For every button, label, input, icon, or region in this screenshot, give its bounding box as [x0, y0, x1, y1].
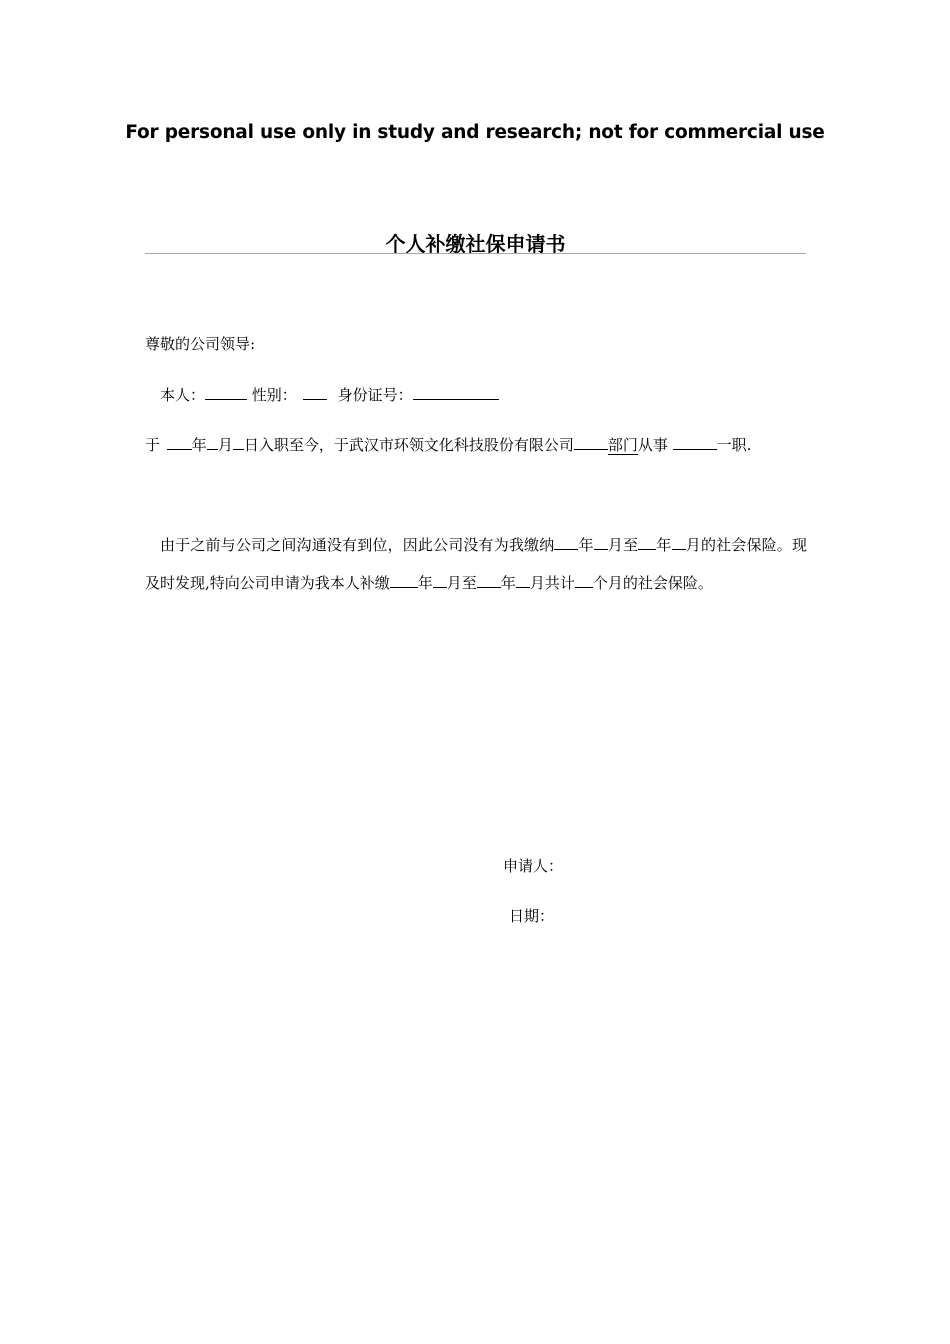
company-text: 日入职至今，于武汉市环领文化科技股份有限公司: [243, 436, 574, 454]
missed-start-month-blank: [594, 535, 608, 550]
document-title: 个人补缴社保申请书: [385, 232, 566, 256]
month-label: 月: [217, 436, 233, 454]
self-label: 本人：: [160, 386, 206, 404]
para-text-4: 个月的社会保险。: [592, 573, 713, 592]
engaged-label: 从事: [637, 436, 668, 454]
disclaimer-header: For personal use only in study and research; not for commercial use: [125, 122, 825, 143]
gender-blank: [303, 385, 327, 400]
employment-prefix: 于: [145, 436, 161, 454]
total-months-blank: [575, 573, 593, 588]
id-number-blank: [413, 385, 499, 400]
position-blank: [673, 435, 717, 450]
department-label: 部门: [607, 436, 638, 454]
applicant-label: 申请人：: [503, 857, 564, 875]
personal-info-line: [160, 385, 499, 405]
department-blank: [574, 435, 608, 450]
para-text-2: 月的社会保险。现及时发现,特向公司申请为我本人补缴: [145, 536, 807, 592]
entry-month-blank: [207, 435, 218, 450]
id-label: 身份证号：: [337, 386, 413, 404]
name-blank: [205, 385, 247, 400]
request-paragraph: [145, 527, 807, 602]
entry-day-blank: [233, 435, 244, 450]
back-pay-start-year-blank: [390, 573, 418, 588]
para-year-3: 年: [417, 573, 433, 592]
para-text-3: 月共计: [529, 573, 575, 592]
year-label: 年: [191, 436, 207, 454]
date-label: 日期：: [509, 907, 555, 925]
back-pay-start-month-blank: [433, 573, 447, 588]
back-pay-end-month-blank: [516, 573, 530, 588]
employment-line: [145, 435, 751, 455]
missed-end-month-blank: [672, 535, 686, 550]
para-month-to-1: 月至: [607, 536, 639, 554]
entry-year-blank: [167, 435, 192, 450]
missed-start-year-blank: [554, 535, 578, 550]
gender-label: 性别：: [251, 386, 297, 404]
back-pay-end-year-blank: [477, 573, 501, 588]
para-year-1: 年: [578, 536, 594, 554]
salutation: 尊敬的公司领导:: [145, 335, 256, 353]
para-year-4: 年: [500, 573, 516, 592]
missed-end-year-blank: [638, 535, 656, 550]
para-text-1: 由于之前与公司之间沟通没有到位，因此公司没有为我缴纳: [160, 536, 555, 554]
title-underline-rule: [145, 253, 806, 254]
para-month-to-2: 月至: [446, 573, 477, 592]
para-year-2: 年: [656, 536, 672, 554]
position-suffix: 一职.: [716, 436, 752, 454]
